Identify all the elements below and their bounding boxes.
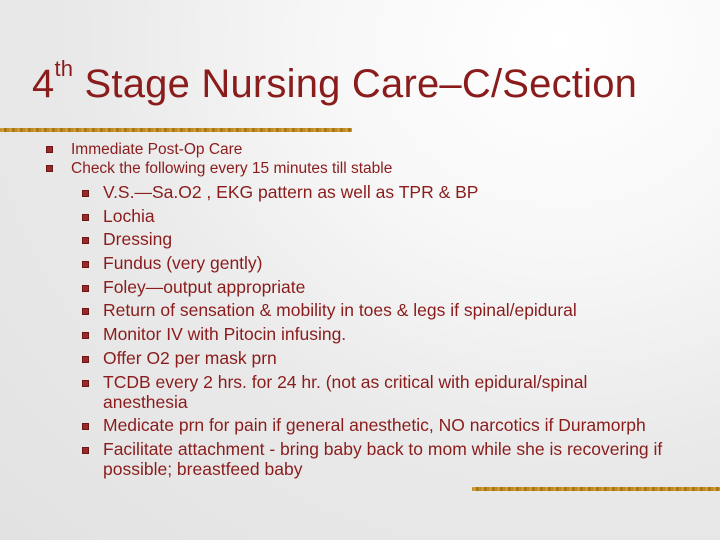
square-bullet-icon	[46, 165, 53, 172]
title-number: 4	[32, 62, 55, 106]
list-item-text: Fundus (very gently)	[103, 253, 263, 274]
main-bullet-list	[0, 140, 392, 178]
list-item	[0, 229, 700, 249]
square-bullet-icon	[82, 332, 89, 339]
list-item-text: Return of sensation & mobility in toes & legs if spinal/epidural	[103, 300, 577, 321]
list-item	[0, 159, 392, 178]
square-bullet-icon	[82, 261, 89, 268]
list-item	[0, 182, 700, 202]
slide-title	[32, 56, 638, 107]
square-bullet-icon	[46, 146, 53, 153]
list-item-text: V.S.—Sa.O2 , EKG pattern as well as TPR & BP	[103, 182, 479, 202]
square-bullet-icon	[82, 285, 89, 292]
list-item	[0, 439, 663, 479]
square-bullet-icon	[82, 423, 89, 430]
sub-bullet-list	[0, 182, 700, 483]
list-item	[0, 253, 700, 273]
square-bullet-icon	[82, 380, 89, 387]
square-bullet-icon	[82, 237, 89, 244]
list-item-text: Immediate Post-Op Care	[71, 141, 243, 158]
list-item	[0, 206, 700, 226]
list-item	[0, 372, 663, 412]
list-item	[0, 300, 700, 320]
list-item-text: Facilitate attachment - bring baby back to mom while she is recovering if possible; breastfeed baby	[103, 438, 663, 479]
title-superscript: th	[54, 56, 74, 81]
list-item	[0, 277, 700, 297]
square-bullet-icon	[82, 190, 89, 197]
list-item-text: TCDB every 2 hrs. for 24 hr. (not as critical with epidural/spinal anesthesia	[103, 371, 588, 412]
list-item	[0, 140, 392, 159]
title-text: Stage Nursing Care–C/Section	[84, 62, 638, 106]
list-item	[0, 348, 700, 368]
square-bullet-icon	[82, 447, 89, 454]
square-bullet-icon	[82, 214, 89, 221]
list-item-text: Foley—output appropriate	[103, 276, 306, 297]
list-item-text: Dressing	[103, 229, 173, 250]
list-item-text: Offer O2 per mask prn	[103, 347, 277, 368]
square-bullet-icon	[82, 308, 89, 315]
list-item-text: Lochia	[103, 205, 155, 226]
list-item-text: Check the following every 15 minutes till stable	[71, 160, 393, 177]
list-item-text: Medicate prn for pain if general anesthetic, NO narcotics if Duramorph	[103, 415, 646, 436]
square-bullet-icon	[82, 356, 89, 363]
list-item	[0, 324, 700, 344]
title-divider	[0, 128, 352, 132]
list-item	[0, 415, 663, 435]
footer-divider	[472, 487, 720, 491]
list-item-text: Monitor IV with Pitocin infusing.	[103, 324, 347, 345]
